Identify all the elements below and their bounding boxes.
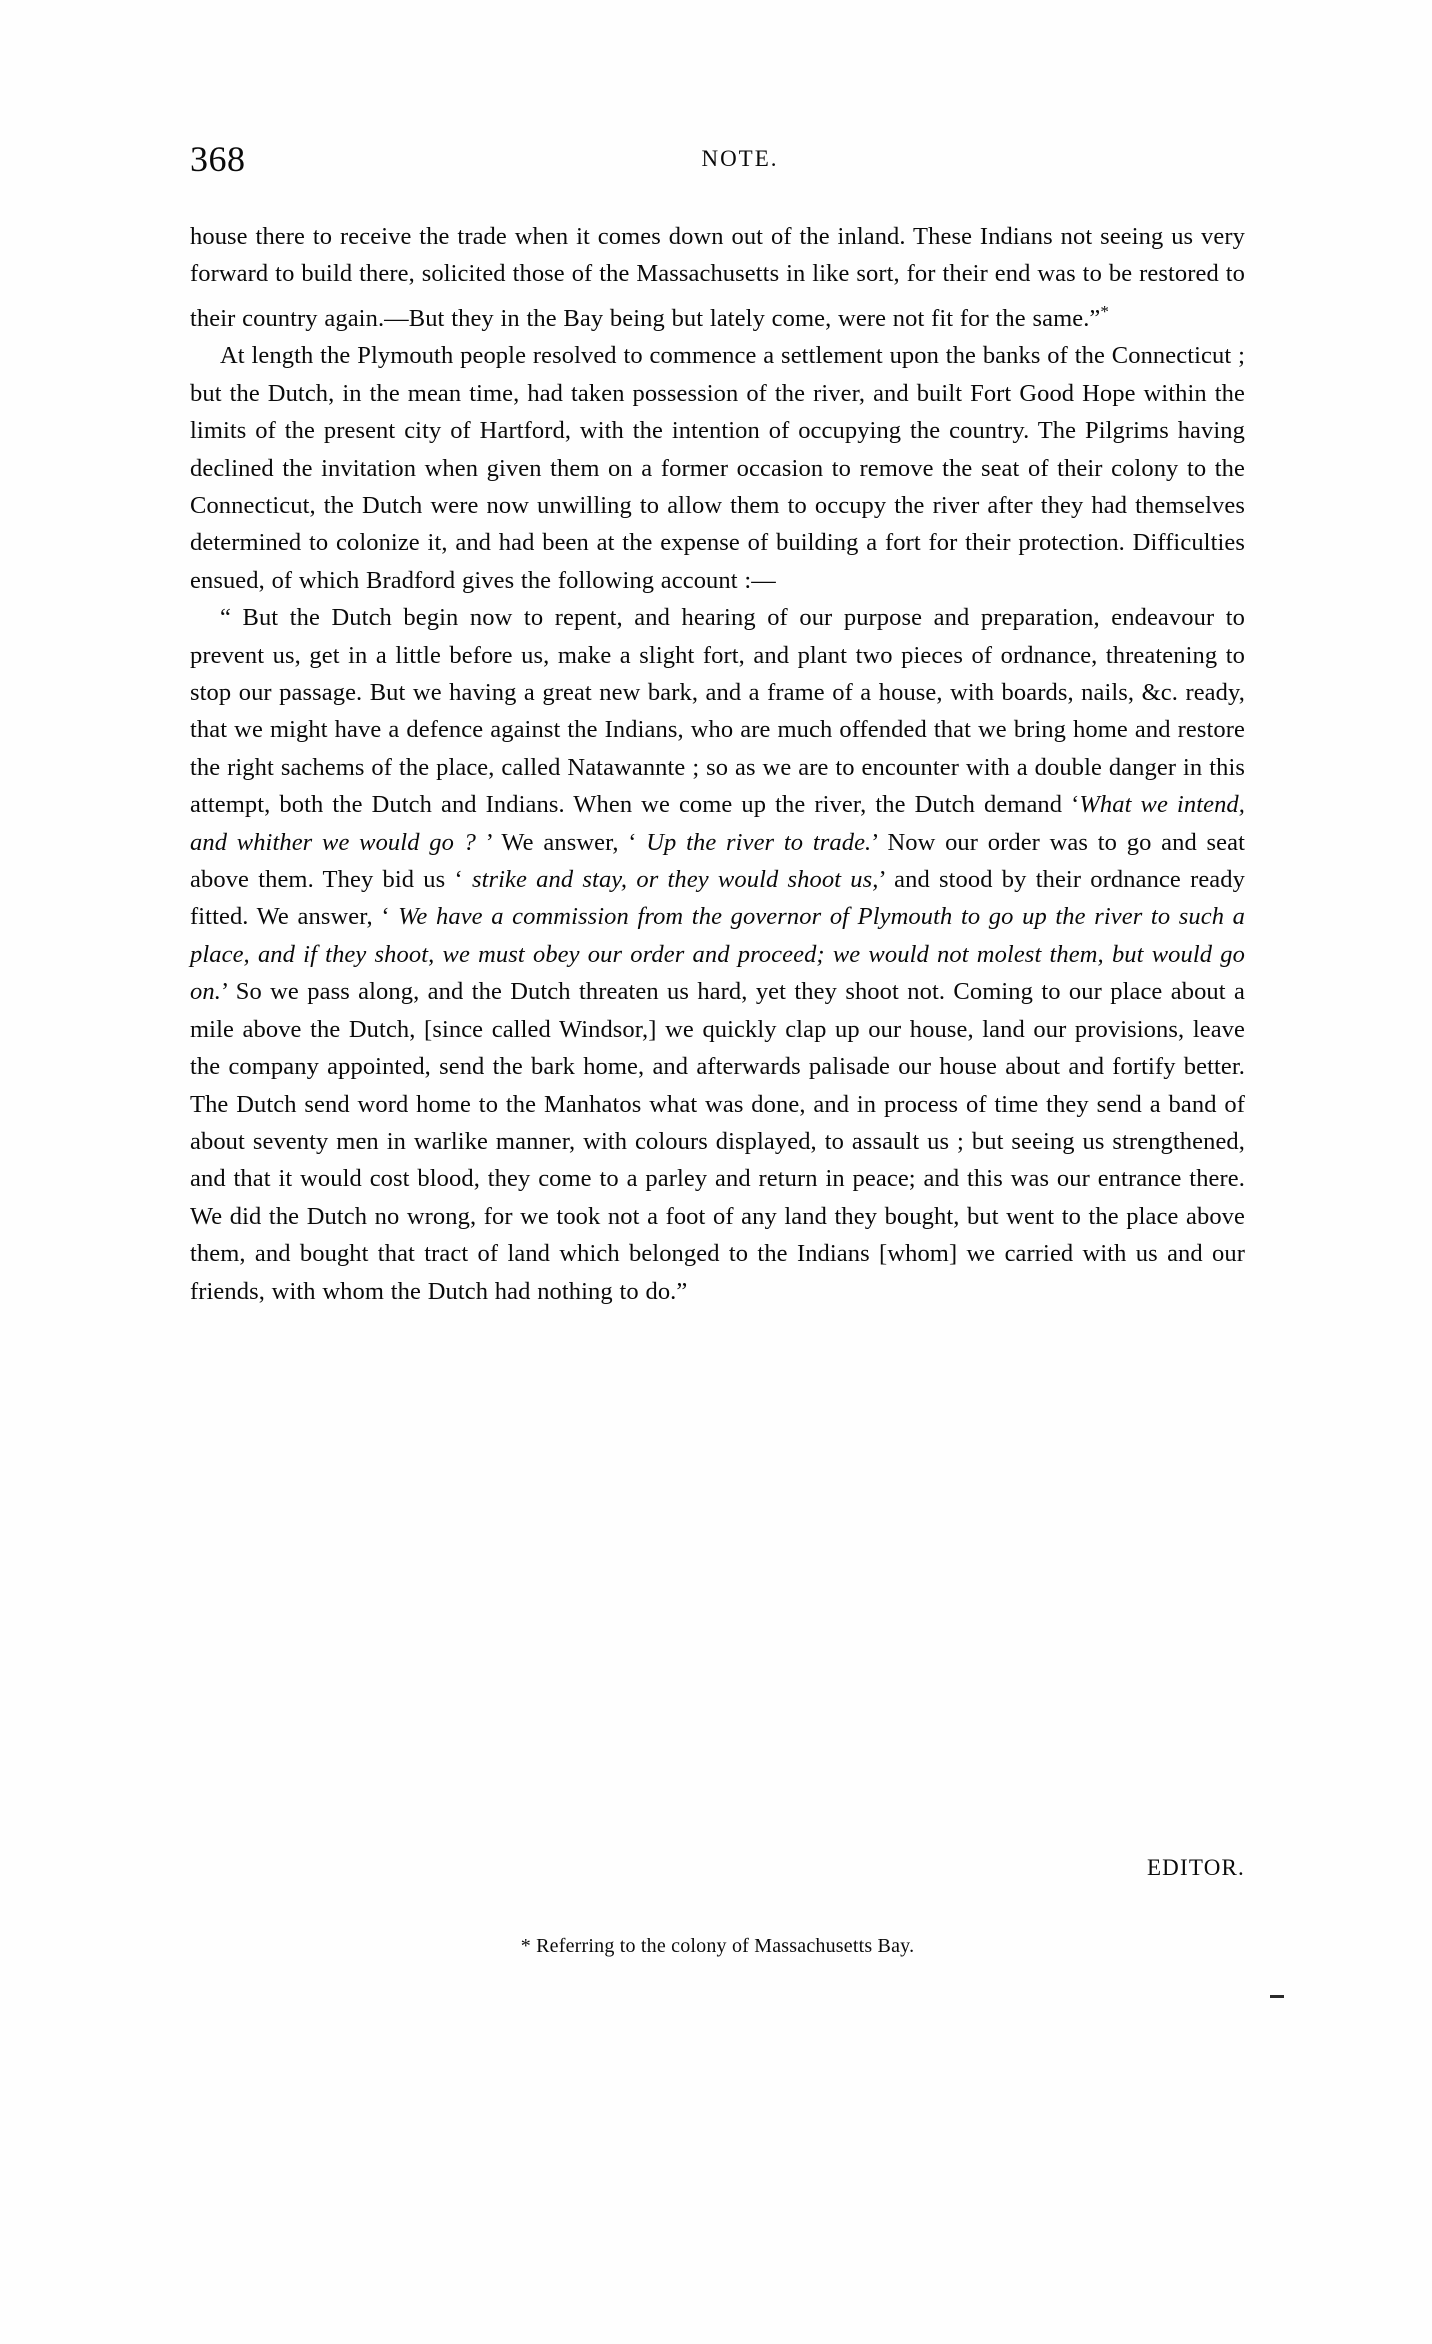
quote-seg-1: What we intend, and whither we would go ? [190, 791, 1245, 856]
paragraph-1-text: house there to receive the trade when it comes down out of the inland. These Indians not seeing us very forward to build there, solicited those of the Massachusetts in like sort, for their end was to be restored to their country again.—But they in the Bay being but lately come, were not fit for the same.” [190, 223, 1245, 332]
paragraph-3-quotation [190, 599, 1245, 1310]
quote-seg-5: strike and stay, or they would shoot us, [471, 866, 879, 894]
quote-seg-3: Up the river to trade. [646, 828, 872, 856]
signature-line [190, 1855, 1245, 1881]
quote-seg-8: ’ So we pass along, and the Dutch threaten us hard, yet they shoot not. Coming to our place about a mile above the Dutch, [since called Windsor,] we quickly clap up our house, land our provisions, leave the company appointed, send the bark home, and afterwards palisade our house about and fortify better. The Dutch send word home to the Manhatos what was done, and in process of time they send a band of about seventy men in warlike manner, with colours displayed, to assault us ; but seeing us strengthened, and that it would cost blood, they come to a parley and return in peace; and this was our entrance there. We did the Dutch no wrong, for we took not a foot of any land they bought, but went to the place above them, and bought that tract of land which belonged to the Indians [whom] we carried with us and our friends, with whom the Dutch had nothing to do.” [190, 978, 1245, 1305]
footnote-text: * Referring to the colony of Massachusetts Bay. [520, 1935, 915, 1957]
quote-seg-4: ’ Now our order was to go and seat above them. They bid us ‘ [190, 828, 1245, 894]
paragraph-1 [190, 218, 1245, 337]
page-number: 368 [190, 139, 246, 179]
quote-seg-2: ’ We answer, ‘ [476, 828, 647, 856]
quote-seg-7: We have a commission from the governor of Plymouth to go up the river to such a place, and if they shoot, we must obey our order and proceed; we would not molest them, but would go on. [190, 903, 1246, 1006]
running-head: NOTE. [701, 146, 779, 171]
body-text [190, 218, 1245, 1310]
quote-seg-0: “ But the Dutch begin now to repent, and hearing of our purpose and preparation, endeavour to prevent us, get in a little before us, make a slight fort, and plant two pieces of ordnance, threatening to stop our passage. But we having a great new bark, and a frame of a house, with boards, nails, &c. ready, that we might have a defence against the Indians, who are much offended that we bring home and restore the right sachems of the place, called Natawannte ; so as we are to encounter with a double danger in this attempt, both the Dutch and Indians. When we come up the river, the Dutch demand ‘ [190, 604, 1245, 819]
quote-seg-6: ’ and stood by their ordnance ready fitted. We answer, ‘ [190, 866, 1245, 931]
page-header [190, 138, 1260, 178]
footnote-marker: * [1100, 301, 1110, 321]
paragraph-2: At length the Plymouth people resolved to commence a settlement upon the banks of the Connecticut ; but the Dutch, in the mean time, had taken possession of the river, and built Fort Good Hope within the limits of the present city of Hartford, with the intention of occupying the country. The Pilgrims having declined the invitation when given them on a former occasion to remove the seat of their colony to the Connecticut, the Dutch were now unwilling to allow them to occupy the river after they had themselves determined to colonize it, and had been at the expense of building a fort for their protection. Difficulties ensued, of which Bradford gives the following account :— [190, 342, 1245, 594]
signature-editor: EDITOR. [1146, 1855, 1245, 1880]
stray-ink-mark [1270, 1995, 1284, 1998]
